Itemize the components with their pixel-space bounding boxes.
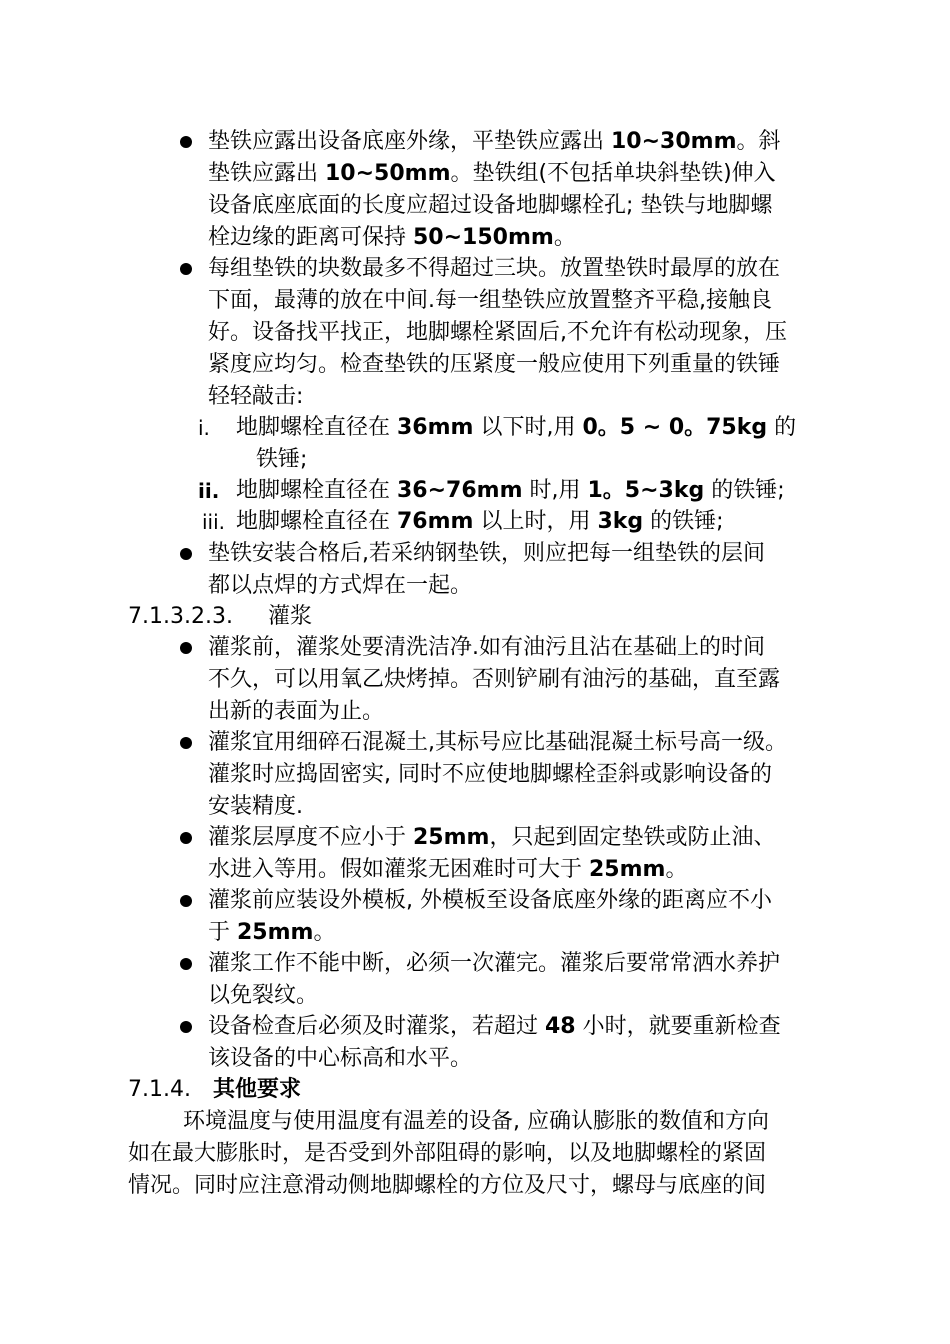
text-line: 于 25mm。: [208, 920, 336, 945]
text-line: 紧度应均匀。检查垫铁的压紧度一般应使用下列重量的铁锤: [208, 352, 781, 377]
paragraph-line: 如在最大膨胀时，是否受到外部阻碍的影响，以及地脚螺栓的紧固: [128, 1141, 767, 1166]
list-marker: i.: [198, 416, 210, 440]
text-line: 灌浆前，灌浆处要清洗洁净.如有油污且沾在基础上的时间: [208, 635, 765, 660]
text-line: 每组垫铁的块数最多不得超过三块。放置垫铁时最厚的放在: [208, 256, 781, 281]
bullet-dot: [180, 1021, 192, 1033]
text-line: 灌浆工作不能中断，必须一次灌完。灌浆后要常常洒水养护: [208, 951, 781, 976]
text-line: 垫铁应露出设备底座外缘，平垫铁应露出 10~30mm。斜: [208, 129, 781, 154]
text-line: 下面，最薄的放在中间.每一组垫铁应放置整齐平稳,接触良: [208, 288, 772, 313]
text-line: 不久，可以用氧乙炔烤掉。否则铲刷有油污的基础，直至露: [208, 667, 781, 692]
text-line: 地脚螺栓直径在 76mm 以上时，用 3kg 的铁锤;: [236, 509, 724, 534]
bullet-dot: [180, 895, 192, 907]
text-line: 水进入等用。假如灌浆无困难时可大于 25mm。: [208, 857, 688, 882]
text-line: 以免裂纹。: [208, 983, 319, 1008]
text-line: 都以点焊的方式焊在一起。: [208, 573, 473, 598]
bullet-dot: [180, 263, 192, 275]
section-number: 7.1.4.: [128, 1077, 191, 1102]
text-line: 好。设备找平找正，地脚螺栓紧固后,不允许有松动现象，压: [208, 320, 787, 345]
paragraph-line: 环境温度与使用温度有温差的设备, 应确认膨胀的数值和方向: [183, 1109, 769, 1134]
bullet-dot: [180, 548, 192, 560]
list-marker: iii.: [202, 510, 226, 534]
bullet-dot: [180, 642, 192, 654]
text-line: 设备检查后必须及时灌浆，若超过 48 小时，就要重新检查: [208, 1014, 781, 1039]
text-line: 铁锤;: [256, 447, 308, 472]
bullet-dot: [180, 832, 192, 844]
text-line: 灌浆时应捣固密实, 同时不应使地脚螺栓歪斜或影响设备的: [208, 762, 772, 787]
text-line: 栓边缘的距离可保持 50~150mm。: [208, 225, 576, 250]
section-number: 7.1.3.2.3.: [128, 604, 233, 629]
section-title: 其他要求: [213, 1077, 302, 1102]
text-line: 地脚螺栓直径在 36mm 以下时,用 0。5 ~ 0。75kg 的: [236, 415, 797, 440]
bullet-dot: [180, 136, 192, 148]
text-line: 灌浆前应装设外模板, 外模板至设备底座外缘的距离应不小: [208, 888, 772, 913]
text-line: 出新的表面为止。: [208, 699, 385, 724]
text-line: 设备底座底面的长度应超过设备地脚螺栓孔; 垫铁与地脚螺: [208, 193, 773, 218]
bullet-dot: [180, 737, 192, 749]
text-line: 该设备的中心标高和水平。: [208, 1046, 473, 1071]
section-title: 灌浆: [268, 604, 313, 629]
text-line: 地脚螺栓直径在 36~76mm 时,用 1。5~3kg 的铁锤;: [236, 478, 785, 503]
text-line: 灌浆宜用细碎石混凝土,其标号应比基础混凝土标号高一级。: [208, 730, 787, 755]
bullet-dot: [180, 958, 192, 970]
text-line: 安装精度.: [208, 794, 303, 819]
paragraph-line: 情况。同时应注意滑动侧地脚螺栓的方位及尺寸，螺母与底座的间: [128, 1173, 767, 1198]
list-marker: ii.: [198, 479, 220, 503]
text-line: 轻轻敲击:: [208, 384, 304, 409]
text-line: 垫铁应露出 10~50mm。垫铁组(不包括单块斜垫铁)伸入: [208, 161, 776, 186]
text-line: 灌浆层厚度不应小于 25mm，只起到固定垫铁或防止油、: [208, 825, 776, 850]
text-line: 垫铁安装合格后,若采纳钢垫铁，则应把每一组垫铁的层间: [208, 541, 765, 566]
